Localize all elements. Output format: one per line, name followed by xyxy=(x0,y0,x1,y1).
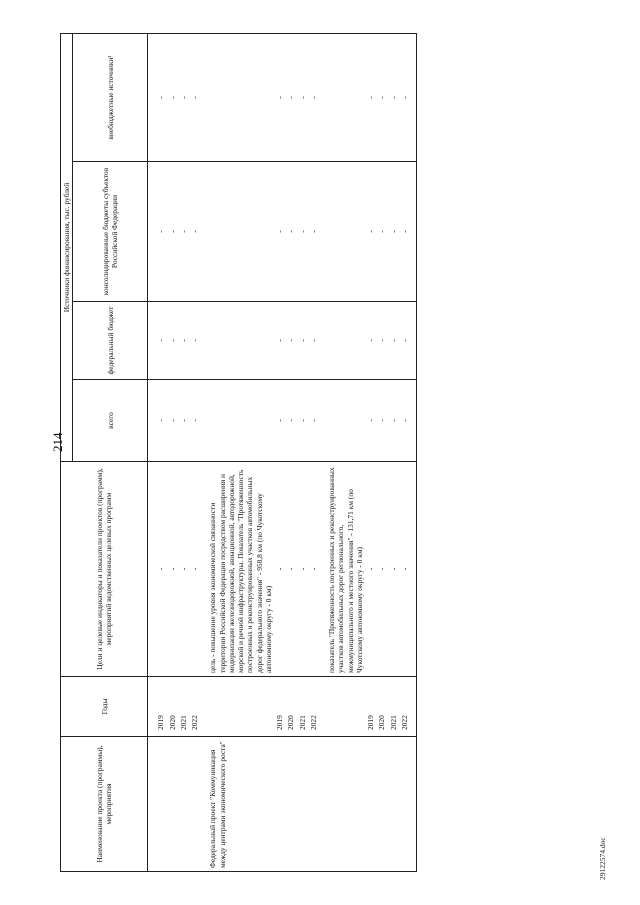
federal-cell: - xyxy=(308,302,319,380)
regional-cell: - xyxy=(285,162,296,302)
federal-cell: - xyxy=(285,302,296,380)
table-row xyxy=(365,33,376,871)
federal-cell: - xyxy=(167,302,178,380)
header-regional: консолидированные бюджеты субъектов Российской Федерации xyxy=(73,162,148,302)
total-cell: - xyxy=(376,380,387,462)
total-cell: - xyxy=(365,380,376,462)
extra-cell: - xyxy=(274,33,285,161)
table-row xyxy=(376,33,387,871)
year-cell: 2022 xyxy=(308,677,319,737)
table-row xyxy=(148,33,167,871)
goal-cell: - xyxy=(178,462,189,677)
header-sources-group: Источники финансирования, тыс. рублей xyxy=(61,33,73,461)
year-cell: 2020 xyxy=(376,677,387,737)
goal-cell: - xyxy=(388,462,399,677)
federal-cell: - xyxy=(189,302,200,380)
footer-filename: 29122574.doc xyxy=(598,837,607,880)
total-cell: - xyxy=(399,380,410,462)
indicator-description: показатель "Протяженность построенных и реконструированных участков автомобильных дорог регионального, межмуниципального и местного значения" - 131,71 км (по Чукотскому автономному округу - 0 км) xyxy=(319,462,365,677)
header-extra: внебюджетные источники¹ xyxy=(73,33,148,161)
regional-cell: - xyxy=(297,162,308,302)
table-row xyxy=(167,33,178,871)
regional-cell: - xyxy=(148,162,167,302)
year-cell: 2022 xyxy=(189,677,200,737)
goal-cell: - xyxy=(167,462,178,677)
extra-cell: - xyxy=(388,33,399,161)
total-cell: - xyxy=(148,380,167,462)
extra-cell: - xyxy=(297,33,308,161)
year-cell: 2020 xyxy=(167,677,178,737)
federal-cell: - xyxy=(365,302,376,380)
year-cell: 2021 xyxy=(297,677,308,737)
goal-cell: - xyxy=(376,462,387,677)
header-goals: Цели и целевые индикаторы и показатели проектов (программ), мероприятий ведомственных целевых программ xyxy=(61,462,148,677)
federal-cell: - xyxy=(274,302,285,380)
extra-cell: - xyxy=(167,33,178,161)
year-cell: 2021 xyxy=(178,677,189,737)
year-cell: 2019 xyxy=(148,677,167,737)
total-cell: - xyxy=(308,380,319,462)
regional-cell: - xyxy=(399,162,410,302)
extra-cell: - xyxy=(399,33,410,161)
table-row xyxy=(319,33,365,871)
header-total: всего xyxy=(73,380,148,462)
goal-cell: - xyxy=(399,462,410,677)
table-row xyxy=(178,33,189,871)
federal-cell: - xyxy=(399,302,410,380)
extra-cell: - xyxy=(376,33,387,161)
total-cell: - xyxy=(189,380,200,462)
header-project-name: Наименование проекта (программы), мероприятия xyxy=(61,737,148,872)
regional-cell: - xyxy=(178,162,189,302)
federal-cell: - xyxy=(178,302,189,380)
regional-cell: - xyxy=(189,162,200,302)
extra-cell: - xyxy=(285,33,296,161)
year-cell: 2020 xyxy=(285,677,296,737)
header-federal: федеральный бюджет xyxy=(73,302,148,380)
regional-cell: - xyxy=(274,162,285,302)
year-cell: 2019 xyxy=(365,677,376,737)
table-row xyxy=(200,33,274,871)
total-cell: - xyxy=(274,380,285,462)
extra-cell: - xyxy=(189,33,200,161)
table-row xyxy=(388,33,399,871)
rotated-table-sheet xyxy=(60,34,560,872)
goal-cell: - xyxy=(189,462,200,677)
goal-description: цель - повышение уровня экономической связанности территории Российской Федерации посредством расширения и модернизации железнодорожной, авиационной, автодорожной, морской и речной инфраструктуры. Показатель "Протяженность построенных и реконструированных участков автомобильных дорог федерального значения" - 958,8 км (по Чукотскому автономному округу - 0 км) xyxy=(200,462,274,677)
federal-cell: - xyxy=(388,302,399,380)
goal-cell: - xyxy=(297,462,308,677)
extra-cell: - xyxy=(308,33,319,161)
extra-cell: - xyxy=(365,33,376,161)
total-cell: - xyxy=(297,380,308,462)
goal-cell: - xyxy=(365,462,376,677)
goal-cell: - xyxy=(285,462,296,677)
total-cell: - xyxy=(285,380,296,462)
table-row xyxy=(285,33,296,871)
extra-cell: - xyxy=(148,33,167,161)
year-cell: 2021 xyxy=(388,677,399,737)
project-name-cell: Федеральный проект "Коммуникация между центрами экономического роста" xyxy=(200,737,274,872)
year-cell: 2022 xyxy=(399,677,410,737)
regional-cell: - xyxy=(167,162,178,302)
goal-cell: - xyxy=(148,462,167,677)
table-row xyxy=(297,33,308,871)
project-name-cell xyxy=(148,737,167,872)
table-row xyxy=(189,33,200,871)
total-cell: - xyxy=(167,380,178,462)
goal-cell: - xyxy=(308,462,319,677)
federal-cell: - xyxy=(376,302,387,380)
total-cell: - xyxy=(388,380,399,462)
regional-cell: - xyxy=(365,162,376,302)
financing-table xyxy=(60,33,417,872)
page-number: 214 xyxy=(50,432,65,452)
federal-cell: - xyxy=(297,302,308,380)
table-row xyxy=(308,33,319,871)
header-years: Годы xyxy=(61,677,148,737)
federal-cell: - xyxy=(148,302,167,380)
regional-cell: - xyxy=(388,162,399,302)
table-row xyxy=(399,33,410,871)
regional-cell: - xyxy=(376,162,387,302)
table-row xyxy=(274,33,285,871)
total-cell: - xyxy=(178,380,189,462)
goal-cell: - xyxy=(274,462,285,677)
extra-cell: - xyxy=(178,33,189,161)
regional-cell: - xyxy=(308,162,319,302)
year-cell: 2019 xyxy=(274,677,285,737)
